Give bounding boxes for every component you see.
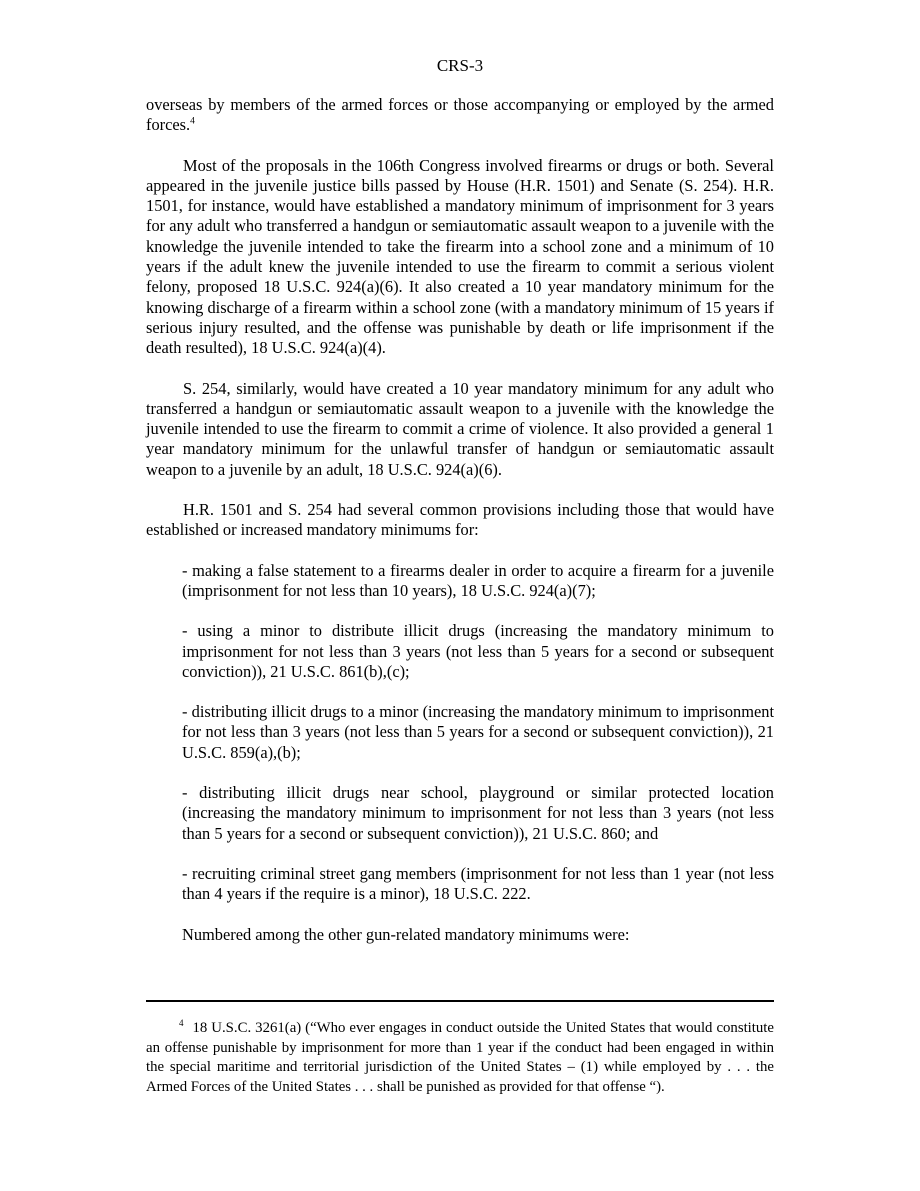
continuation-text: overseas by members of the armed forces or those accompanying or employed by the armed forces. — [146, 95, 774, 135]
paragraph-s254: S. 254, similarly, would have created a 10 year mandatory minimum for any adult who transferred a handgun or semiautomatic assault weapon to a juvenile with the knowledge the juvenile intended to use the firearm to commit a crime of violence. It also provided a general 1 year mandatory minimum for the unlawful transfer of handgun or semiautomatic assault weapon to a juvenile by an adult, 18 U.S.C. 924(a)(6). — [146, 378, 774, 479]
footnote-divider — [146, 1000, 774, 1002]
list-item: - distributing illicit drugs to a minor (increasing the mandatory minimum to imprisonment for not less than 3 years (not less than 5 years for a second or subsequent conviction)), 21 U.S.C. 859(a),(b); — [182, 702, 774, 762]
footnote-reference[interactable]: 4 — [190, 116, 195, 127]
footnote-number: 4 — [179, 1018, 184, 1029]
closing-paragraph: Numbered among the other gun-related mandatory minimums were: — [182, 924, 630, 944]
list-item: - making a false statement to a firearms dealer in order to acquire a firearm for a juvenile (imprisonment for not less than 10 years), 18 U.S.C. 924(a)(7); — [182, 560, 774, 600]
list-item: - recruiting criminal street gang members (imprisonment for not less than 1 year (not less than 4 years if the require is a minor), 18 U.S.C. 222. — [182, 863, 774, 904]
footnote-text: 18 U.S.C. 3261(a) (“Who ever engages in conduct outside the United States that would constitute an offense punishable by imprisonment for more than 1 year if the conduct had been engaged in within the special maritime and territorial jurisdiction of the United States – (1) while employed by . . . the Armed Forces of the United States . . . shall be punished as provided for that offense “). — [146, 1020, 774, 1095]
list-item: - using a minor to distribute illicit drugs (increasing the mandatory minimum to imprisonment for not less than 3 years (not less than 5 years for a second or subsequent conviction)), 21 U.S.C. 861(b),(c); — [182, 621, 774, 681]
list-item: - distributing illicit drugs near school, playground or similar protected location (increasing the mandatory minimum to imprisonment for not less than 3 years (not less than 5 years for a second or subsequent conviction)), 21 U.S.C. 860; and — [182, 783, 774, 843]
paragraph-106th-congress: Most of the proposals in the 106th Congress involved firearms or drugs or both. Several appeared in the juvenile justice bills passed by House (H.R. 1501) and Senate (S. 254). H.R. 1501, for instance, would have established a mandatory minimum of imprisonment for 3 years for any adult who transferred a handgun or semiautomatic assault weapon to a juvenile with the knowledge the juvenile intended to take the firearm into a school zone and a minimum of 10 years if the adult knew the juvenile intended to use the firearm to commit a serious violent felony, proposed 18 U.S.C. 924(a)(6). It also created a 10 year mandatory minimum for the knowing discharge of a firearm within a school zone (with a mandatory minimum of 15 years if serious injury resulted, and the offense was punishable by death or life imprisonment if the death resulted), 18 U.S.C. 924(a)(4). — [146, 155, 774, 358]
paragraph-common-provisions: H.R. 1501 and S. 254 had several common provisions including those that would have established or increased mandatory minimums for: — [146, 500, 774, 540]
document-body — [146, 95, 774, 965]
page-header — [0, 56, 920, 76]
footnotes — [146, 1019, 774, 1097]
page-label: CRS-3 — [436, 56, 484, 75]
footnote — [146, 1019, 774, 1097]
continuation-paragraph — [146, 95, 774, 136]
